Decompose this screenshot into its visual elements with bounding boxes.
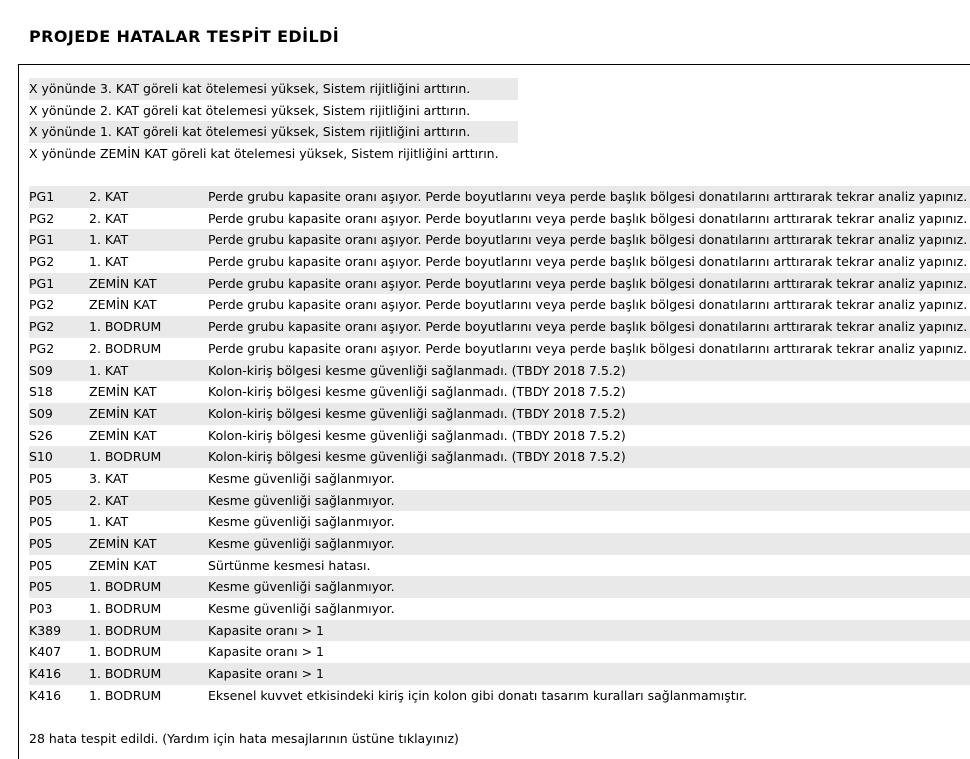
page-title: PROJEDE HATALAR TESPİT EDİLDİ <box>29 27 340 46</box>
warning-text: X yönünde 3. KAT göreli kat ötelemesi yüksek, Sistem rijitliğini arttırın. <box>29 81 471 96</box>
error-floor: ZEMİN KAT <box>89 557 157 573</box>
error-floor: 2. BODRUM <box>89 340 162 356</box>
error-row[interactable] <box>29 576 970 598</box>
error-row[interactable] <box>29 533 970 555</box>
warning-item[interactable] <box>29 143 518 165</box>
title-panel <box>18 0 970 65</box>
error-message: Perde grubu kapasite oranı aşıyor. Perde boyutlarını veya perde başlık bölgesi donatılarını arttırarak tekrar analiz yapınız. <box>208 275 968 291</box>
error-element-id: P05 <box>29 470 53 486</box>
error-floor: 2. KAT <box>89 210 129 226</box>
error-element-id: P05 <box>29 492 53 508</box>
error-row[interactable] <box>29 273 970 295</box>
error-floor: 1. BODRUM <box>89 579 162 595</box>
error-floor: ZEMİN KAT <box>89 384 157 400</box>
error-element-id: K416 <box>29 687 62 703</box>
error-element-id: P05 <box>29 579 53 595</box>
error-element-id: S10 <box>29 449 53 465</box>
error-message: Perde grubu kapasite oranı aşıyor. Perde boyutlarını veya perde başlık bölgesi donatılarını arttırarak tekrar analiz yapınız. <box>208 232 968 248</box>
error-row[interactable] <box>29 641 970 663</box>
error-element-id: S09 <box>29 362 53 378</box>
error-row[interactable] <box>29 316 970 338</box>
error-message: Perde grubu kapasite oranı aşıyor. Perde boyutlarını veya perde başlık bölgesi donatılarını arttırarak tekrar analiz yapınız. <box>208 189 968 204</box>
error-message: Kapasite oranı > 1 <box>208 622 324 638</box>
error-floor: 1. BODRUM <box>89 601 162 617</box>
error-element-id: PG2 <box>29 210 55 226</box>
error-row[interactable] <box>29 251 970 273</box>
error-floor: 1. KAT <box>89 254 129 270</box>
error-element-id: K416 <box>29 666 62 682</box>
error-floor: ZEMİN KAT <box>89 536 157 551</box>
error-row[interactable] <box>29 490 970 512</box>
error-row[interactable] <box>29 685 970 707</box>
error-summary: 28 hata tespit edildi. (Yardım için hata mesajlarının üstüne tıklayınız) <box>29 731 459 746</box>
error-element-id: PG1 <box>29 275 55 291</box>
error-element-id: PG1 <box>29 189 55 204</box>
error-element-id: P03 <box>29 601 53 617</box>
error-floor: 1. KAT <box>89 232 129 248</box>
error-row[interactable] <box>29 555 970 577</box>
error-floor: 1. BODRUM <box>89 644 162 660</box>
error-message: Kolon-kiriş bölgesi kesme güvenliği sağlanmadı. (TBDY 2018 7.5.2) <box>208 405 626 421</box>
error-message: Kesme güvenliği sağlanmıyor. <box>208 470 395 486</box>
error-message: Perde grubu kapasite oranı aşıyor. Perde boyutlarını veya perde başlık bölgesi donatılarını arttırarak tekrar analiz yapınız. <box>208 254 968 270</box>
error-row[interactable] <box>29 208 970 230</box>
error-row[interactable] <box>29 425 970 447</box>
error-row[interactable] <box>29 598 970 620</box>
error-floor: 1. BODRUM <box>89 666 162 682</box>
error-message: Kesme güvenliği sağlanmıyor. <box>208 492 395 508</box>
error-element-id: PG2 <box>29 297 55 313</box>
error-element-id: PG2 <box>29 340 55 356</box>
error-element-id: PG2 <box>29 254 55 270</box>
error-row[interactable] <box>29 620 970 642</box>
warning-text: X yönünde 1. KAT göreli kat ötelemesi yüksek, Sistem rijitliğini arttırın. <box>29 124 471 139</box>
error-message: Perde grubu kapasite oranı aşıyor. Perde boyutlarını veya perde başlık bölgesi donatılarını arttırarak tekrar analiz yapınız. <box>208 210 968 226</box>
error-message: Kolon-kiriş bölgesi kesme güvenliği sağlanmadı. (TBDY 2018 7.5.2) <box>208 427 626 443</box>
warning-item[interactable] <box>29 78 518 100</box>
error-element-id: P05 <box>29 536 53 551</box>
error-floor: 1. BODRUM <box>89 687 162 703</box>
error-message: Perde grubu kapasite oranı aşıyor. Perde boyutlarını veya perde başlık bölgesi donatılarını arttırarak tekrar analiz yapınız. <box>208 319 968 335</box>
error-element-id: P05 <box>29 557 53 573</box>
warning-item[interactable] <box>29 121 518 143</box>
error-element-id: K407 <box>29 644 62 660</box>
error-row[interactable] <box>29 186 970 208</box>
error-row[interactable] <box>29 663 970 685</box>
error-row[interactable] <box>29 511 970 533</box>
error-row[interactable] <box>29 294 970 316</box>
error-message: Kapasite oranı > 1 <box>208 666 324 682</box>
error-row[interactable] <box>29 360 970 382</box>
error-floor: 2. KAT <box>89 189 129 204</box>
error-row[interactable] <box>29 381 970 403</box>
error-message: Sürtünme kesmesi hatası. <box>208 557 371 573</box>
error-message: Kesme güvenliği sağlanmıyor. <box>208 536 395 551</box>
error-message: Eksenel kuvvet etkisindeki kiriş için kolon gibi donatı tasarım kuralları sağlanmamıştır. <box>208 687 748 703</box>
error-message: Perde grubu kapasite oranı aşıyor. Perde boyutlarını veya perde başlık bölgesi donatılarını arttırarak tekrar analiz yapınız. <box>208 297 968 313</box>
error-floor: 1. KAT <box>89 362 129 378</box>
error-element-id: S09 <box>29 405 53 421</box>
left-divider <box>18 64 19 759</box>
error-row[interactable] <box>29 446 970 468</box>
error-row[interactable] <box>29 338 970 360</box>
error-row[interactable] <box>29 468 970 490</box>
error-message: Kesme güvenliği sağlanmıyor. <box>208 601 395 617</box>
error-message: Kapasite oranı > 1 <box>208 644 324 660</box>
error-floor: 1. BODRUM <box>89 319 162 335</box>
error-message: Kolon-kiriş bölgesi kesme güvenliği sağlanmadı. (TBDY 2018 7.5.2) <box>208 362 626 378</box>
error-floor: 2. KAT <box>89 492 129 508</box>
error-message: Kesme güvenliği sağlanmıyor. <box>208 514 395 530</box>
error-floor: ZEMİN KAT <box>89 275 157 291</box>
error-element-id: PG2 <box>29 319 55 335</box>
error-floor: 1. BODRUM <box>89 622 162 638</box>
error-floor: 1. BODRUM <box>89 449 162 465</box>
error-floor: ZEMİN KAT <box>89 427 157 443</box>
error-floor: ZEMİN KAT <box>89 405 157 421</box>
error-floor: ZEMİN KAT <box>89 297 157 313</box>
error-table <box>29 186 970 707</box>
error-floor: 3. KAT <box>89 470 129 486</box>
warning-list <box>29 78 518 164</box>
warning-text: X yönünde ZEMİN KAT göreli kat ötelemesi yüksek, Sistem rijitliğini arttırın. <box>29 145 499 161</box>
error-message: Kolon-kiriş bölgesi kesme güvenliği sağlanmadı. (TBDY 2018 7.5.2) <box>208 449 626 465</box>
error-element-id: S18 <box>29 384 53 400</box>
error-message: Kolon-kiriş bölgesi kesme güvenliği sağlanmadı. (TBDY 2018 7.5.2) <box>208 384 626 400</box>
error-element-id: P05 <box>29 514 53 530</box>
error-element-id: K389 <box>29 622 62 638</box>
error-row[interactable] <box>29 403 970 425</box>
error-element-id: PG1 <box>29 232 55 248</box>
warning-item[interactable] <box>29 100 518 122</box>
warning-text: X yönünde 2. KAT göreli kat ötelemesi yüksek, Sistem rijitliğini arttırın. <box>29 102 471 118</box>
error-floor: 1. KAT <box>89 514 129 530</box>
error-message: Kesme güvenliği sağlanmıyor. <box>208 579 395 595</box>
error-row[interactable] <box>29 229 970 251</box>
error-message: Perde grubu kapasite oranı aşıyor. Perde boyutlarını veya perde başlık bölgesi donatılarını arttırarak tekrar analiz yapınız. <box>208 340 968 356</box>
error-element-id: S26 <box>29 427 53 443</box>
